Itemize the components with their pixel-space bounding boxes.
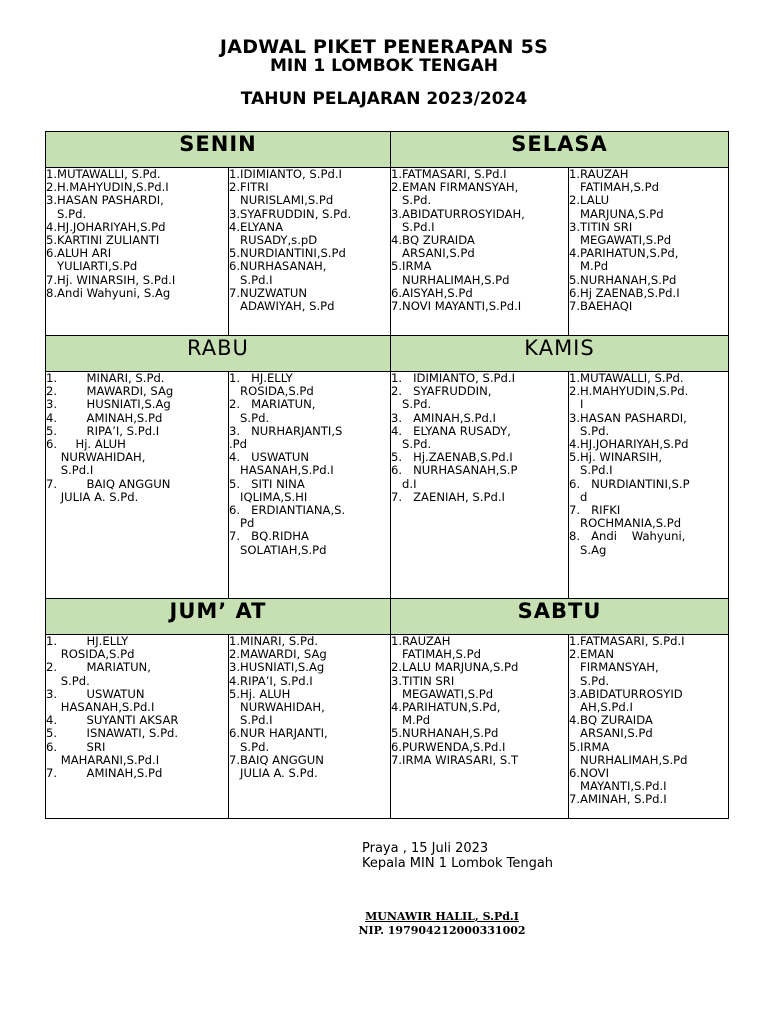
staff-name-line: 5.Hj. WINARSIH, bbox=[569, 450, 663, 465]
document-title: JADWAL PIKET PENERAPAN 5S bbox=[219, 36, 549, 58]
staff-name-line: 3.HUSNIATI,S.Ag bbox=[229, 660, 325, 675]
staff-name-line: 7.BAEHAQI bbox=[569, 299, 633, 314]
staff-name-line: YULIARTI,S.Pd bbox=[46, 259, 138, 274]
staff-name-line: FATIMAH,S.Pd bbox=[391, 647, 481, 662]
jumat-group-2 bbox=[229, 635, 391, 819]
staff-name-line: S.Pd. bbox=[229, 410, 270, 425]
staff-name-line: 6. SRI bbox=[46, 739, 106, 754]
staff-name-line: 5. Hj.ZAENAB,S.Pd.I bbox=[391, 450, 513, 465]
staff-name-line: FATIMAH,S.Pd bbox=[569, 180, 659, 195]
staff-name-line: 4.HJ.JOHARIYAH,S.Pd bbox=[569, 437, 689, 452]
staff-name-line: 6. NURHASANAH,S.P bbox=[391, 463, 518, 478]
staff-name-line: FIRMANSYAH, bbox=[569, 660, 659, 675]
staff-name-line: 2.LALU bbox=[569, 193, 610, 208]
senin-group-2 bbox=[229, 168, 391, 336]
staff-name-line: 4.BQ ZURAIDA bbox=[391, 233, 475, 248]
signature-place-block bbox=[362, 841, 553, 871]
staff-name-line: S.Pd.I bbox=[391, 219, 435, 234]
staff-name-line: 5. RIPA’I, S.Pd.I bbox=[46, 423, 160, 438]
signature-block bbox=[0, 910, 768, 938]
staff-name-line: 1.RAUZAH bbox=[569, 167, 629, 181]
staff-name-line: 5. SITI NINA bbox=[229, 476, 305, 491]
signer-position: Kepala MIN 1 Lombok Tengah bbox=[362, 856, 554, 871]
staff-name-line: JULIA A. S.Pd. bbox=[229, 766, 318, 781]
staff-name-line: S.Pd. bbox=[569, 423, 610, 438]
staff-name-line: 4. ELYANA RUSADY, bbox=[391, 423, 511, 438]
day-header-rabu: RABU bbox=[46, 336, 391, 372]
staff-name-line: 7. BAIQ ANGGUN bbox=[46, 476, 171, 491]
staff-name-line: 7.IRMA WIRASARI, S.T bbox=[391, 752, 519, 767]
sabtu-group-1 bbox=[391, 635, 569, 819]
staff-name-line: S.Pd. bbox=[391, 437, 432, 452]
day-header-kamis: KAMIS bbox=[391, 336, 729, 372]
staff-name-line: ROSIDA,S.Pd bbox=[46, 647, 135, 662]
staff-name-line: 7.NUZWATUN bbox=[229, 285, 308, 300]
staff-name-line: 4. USWATUN bbox=[229, 450, 310, 465]
staff-name-line: 3.SYAFRUDDIN, S.Pd. bbox=[229, 206, 352, 221]
staff-name-line: 6. ERDIANTIANA,S. bbox=[229, 503, 346, 518]
staff-name-line: 5.IRMA bbox=[569, 739, 610, 754]
staff-name-line: Pd bbox=[229, 516, 255, 531]
staff-name-line: NURWAHIDAH, bbox=[229, 700, 325, 715]
rabu-group-2 bbox=[229, 372, 391, 599]
staff-name-line: I bbox=[569, 397, 584, 412]
staff-name-line: 1. MINARI, S.Pd. bbox=[46, 371, 165, 385]
staff-name-line: ARSANI,S.Pd bbox=[391, 246, 475, 261]
staff-name-line: 6.NOVI bbox=[569, 766, 610, 781]
staff-name-line: S.Pd.I bbox=[229, 713, 273, 728]
staff-name-line: 1. HJ.ELLY bbox=[229, 371, 293, 385]
staff-name-line: 4.ELYANA bbox=[229, 219, 284, 234]
staff-name-line: 2. MARIATUN, bbox=[46, 660, 151, 675]
staff-name-line: 6.ALUH ARI bbox=[46, 246, 112, 261]
staff-name-line: ARSANI,S.Pd bbox=[569, 726, 653, 741]
staff-name-line: 3.ABIDATURROSYID bbox=[569, 686, 683, 701]
senin-group-1 bbox=[46, 168, 229, 336]
day-header-senin: SENIN bbox=[46, 132, 391, 168]
staff-name-line: 2. MAWARDI, SAg bbox=[46, 384, 174, 399]
staff-name-line: 2.EMAN FIRMANSYAH, bbox=[391, 180, 519, 195]
staff-name-line: 5.NURDIANTINI,S.Pd bbox=[229, 246, 346, 261]
staff-name-line: 4.PARIHATUN,S.Pd, bbox=[569, 246, 679, 261]
staff-name-line: 4.PARIHATUN,S.Pd, bbox=[391, 700, 501, 715]
staff-name-line: 4.BQ ZURAIDA bbox=[569, 713, 653, 728]
staff-name-line: MAHARANI,S.Pd.I bbox=[46, 752, 160, 767]
staff-name-line: 3.TITIN SRI bbox=[391, 673, 455, 688]
staff-name-line: 2. MARIATUN, bbox=[229, 397, 316, 412]
staff-name-line: 1.RAUZAH bbox=[391, 634, 451, 648]
selasa-group-1 bbox=[391, 168, 569, 336]
staff-name-line: 3. USWATUN bbox=[46, 686, 145, 701]
staff-name-line: MEGAWATI,S.Pd bbox=[391, 686, 494, 701]
staff-name-line: 3.TITIN SRI bbox=[569, 219, 633, 234]
staff-name-line: RUSADY,s.pD bbox=[229, 233, 318, 248]
staff-name-line: 3. NURHARJANTI,S bbox=[229, 423, 343, 438]
staff-name-line: 5.IRMA bbox=[391, 259, 432, 274]
staff-name-line: MEGAWATI,S.Pd bbox=[569, 233, 672, 248]
day-header-selasa: SELASA bbox=[391, 132, 729, 168]
staff-name-line: 8. Andi Wahyuni, bbox=[569, 529, 686, 544]
rabu-group-1 bbox=[46, 372, 229, 599]
staff-name-line: 1.FATMASARI, S.Pd.I bbox=[569, 634, 685, 648]
staff-name-line: 5.NURHANAH,S.Pd bbox=[391, 726, 499, 741]
staff-name-line: S.Pd. bbox=[391, 193, 432, 208]
staff-name-line: 1.FATMASARI, S.Pd.I bbox=[391, 167, 507, 181]
staff-name-line: 4.HJ.JOHARIYAH,S.Pd bbox=[46, 219, 166, 234]
school-name: MIN 1 LOMBOK TENGAH bbox=[269, 56, 498, 76]
selasa-group-2 bbox=[569, 168, 729, 336]
staff-name-line: NURWAHIDAH, bbox=[46, 450, 146, 465]
signer-name: MUNAWIR HALIL, S.Pd.I bbox=[365, 910, 519, 923]
staff-name-line: 6.AISYAH,S.Pd bbox=[391, 285, 473, 300]
staff-name-line: 7.BAIQ ANGGUN bbox=[229, 752, 324, 767]
staff-name-line: 3. HUSNIATI,S.Ag bbox=[46, 397, 171, 412]
kamis-group-2 bbox=[569, 372, 729, 599]
staff-name-line: d bbox=[569, 489, 588, 504]
staff-name-line: ROCHMANIA,S.Pd bbox=[569, 516, 682, 531]
staff-name-line: 6. NURDIANTINI,S.P bbox=[569, 476, 690, 491]
day-header-sabtu: SABTU bbox=[391, 599, 729, 635]
staff-name-line: 4. SUYANTI AKSAR bbox=[46, 713, 179, 728]
staff-name-line: S.Pd.I bbox=[46, 463, 94, 478]
duty-schedule-table bbox=[45, 131, 729, 819]
staff-name-line: HASANAH,S.Pd.I bbox=[46, 700, 155, 715]
staff-name-line: .Pd bbox=[229, 437, 248, 452]
staff-name-line: MARJUNA,S.Pd bbox=[569, 206, 664, 221]
staff-name-line: 2.MAWARDI, SAg bbox=[229, 647, 327, 662]
staff-name-line: 2.LALU MARJUNA,S.Pd bbox=[391, 660, 519, 675]
place-date: Praya , 15 Juli 2023 bbox=[362, 841, 489, 856]
staff-name-line: S.Ag bbox=[569, 542, 607, 557]
staff-name-line: 7. AMINAH,S.Pd bbox=[46, 766, 163, 781]
staff-name-line: 3. AMINAH,S.Pd.I bbox=[391, 410, 496, 425]
signer-nip: NIP. 197904212000331002 bbox=[358, 924, 526, 937]
staff-name-line: IQLIMA,S.HI bbox=[229, 489, 308, 504]
staff-name-line: 6.NURHASANAH, bbox=[229, 259, 327, 274]
staff-name-line: 5.KARTINI ZULIANTI bbox=[46, 233, 160, 248]
staff-name-line: 2. SYAFRUDDIN, bbox=[391, 384, 492, 399]
staff-name-line: S.Pd.I bbox=[569, 463, 613, 478]
staff-name-line: AH,S.Pd.I bbox=[569, 700, 633, 715]
jumat-group-1 bbox=[46, 635, 229, 819]
staff-name-line: 1. IDIMIANTO, S.Pd.I bbox=[391, 371, 515, 385]
staff-name-line: 5.NURHANAH,S.Pd bbox=[569, 272, 677, 287]
staff-name-line: 1.IDIMIANTO, S.Pd.I bbox=[229, 167, 342, 181]
staff-name-line: S.Pd. bbox=[391, 397, 432, 412]
staff-name-line: 1. HJ.ELLY bbox=[46, 634, 129, 648]
staff-name-line: 7.Hj. WINARSIH, S.Pd.I bbox=[46, 272, 176, 287]
staff-name-line: 7.NOVI MAYANTI,S.Pd.I bbox=[391, 299, 522, 314]
staff-name-line: NURHALIMAH,S.Pd bbox=[569, 752, 688, 767]
staff-name-line: HASANAH,S.Pd.I bbox=[229, 463, 334, 478]
staff-name-line: 6.PURWENDA,S.Pd.I bbox=[391, 739, 506, 754]
staff-name-line: ROSIDA,S.Pd bbox=[229, 384, 314, 399]
staff-name-line: 2.H.MAHYUDIN,S.Pd. bbox=[569, 384, 689, 399]
staff-name-line: S.Pd. bbox=[46, 206, 87, 221]
staff-name-line: 6. Hj. ALUH bbox=[46, 437, 126, 452]
staff-name-line: S.Pd. bbox=[46, 673, 90, 688]
staff-name-line: 6.NUR HARJANTI, bbox=[229, 726, 328, 741]
staff-name-line: S.Pd.I bbox=[229, 272, 273, 287]
staff-name-line: 2.FITRI bbox=[229, 180, 269, 195]
staff-name-line: 8.Andi Wahyuni, S.Ag bbox=[46, 285, 171, 300]
staff-name-line: 4.RIPA’I, S.Pd.I bbox=[229, 673, 313, 688]
staff-name-line: JULIA A. S.Pd. bbox=[46, 489, 139, 504]
staff-name-line: NURHALIMAH,S.Pd bbox=[391, 272, 510, 287]
staff-name-line: M.Pd bbox=[391, 713, 431, 728]
staff-name-line: 1.MUTAWALLI, S.Pd. bbox=[46, 167, 161, 181]
staff-name-line: 3.ABIDATURROSYIDAH, bbox=[391, 206, 525, 221]
staff-name-line: MAYANTI,S.Pd.I bbox=[569, 779, 667, 794]
sabtu-group-2 bbox=[569, 635, 729, 819]
staff-name-line: 1.MUTAWALLI, S.Pd. bbox=[569, 371, 684, 385]
staff-name-line: NURISLAMI,S.Pd bbox=[229, 193, 334, 208]
staff-name-line: 2.EMAN bbox=[569, 647, 614, 662]
staff-name-line: 4. AMINAH,S.Pd bbox=[46, 410, 163, 425]
staff-name-line: 2.H.MAHYUDIN,S.Pd.I bbox=[46, 180, 169, 195]
staff-name-line: 7. ZAENIAH, S.Pd.I bbox=[391, 489, 505, 504]
staff-name-line: d.I bbox=[391, 476, 417, 491]
staff-name-line: ADAWIYAH, S.Pd bbox=[229, 299, 335, 314]
staff-name-line: 3.HASAN PASHARDI, bbox=[46, 193, 164, 208]
staff-name-line: 3.HASAN PASHARDI, bbox=[569, 410, 687, 425]
staff-name-line: 7. BQ.RIDHA bbox=[229, 529, 309, 544]
school-year: TAHUN PELAJARAN 2023/2024 bbox=[240, 89, 528, 109]
day-header-jumat: JUM’ AT bbox=[46, 599, 391, 635]
staff-name-line: 7.AMINAH, S.Pd.I bbox=[569, 792, 667, 807]
staff-name-line: 1.MINARI, S.Pd. bbox=[229, 634, 319, 648]
staff-name-line: M.Pd bbox=[569, 259, 609, 274]
staff-name-line: SOLATIAH,S.Pd bbox=[229, 542, 327, 557]
staff-name-line: 7. RIFKI bbox=[569, 503, 621, 518]
staff-name-line: S.Pd. bbox=[569, 673, 610, 688]
staff-name-line: 5. ISNAWATI, S.Pd. bbox=[46, 726, 179, 741]
kamis-group-1 bbox=[391, 372, 569, 599]
staff-name-line: 5.Hj. ALUH bbox=[229, 686, 291, 701]
staff-name-line: 6.Hj ZAENAB,S.Pd.I bbox=[569, 285, 680, 300]
staff-name-line: S.Pd. bbox=[229, 739, 270, 754]
